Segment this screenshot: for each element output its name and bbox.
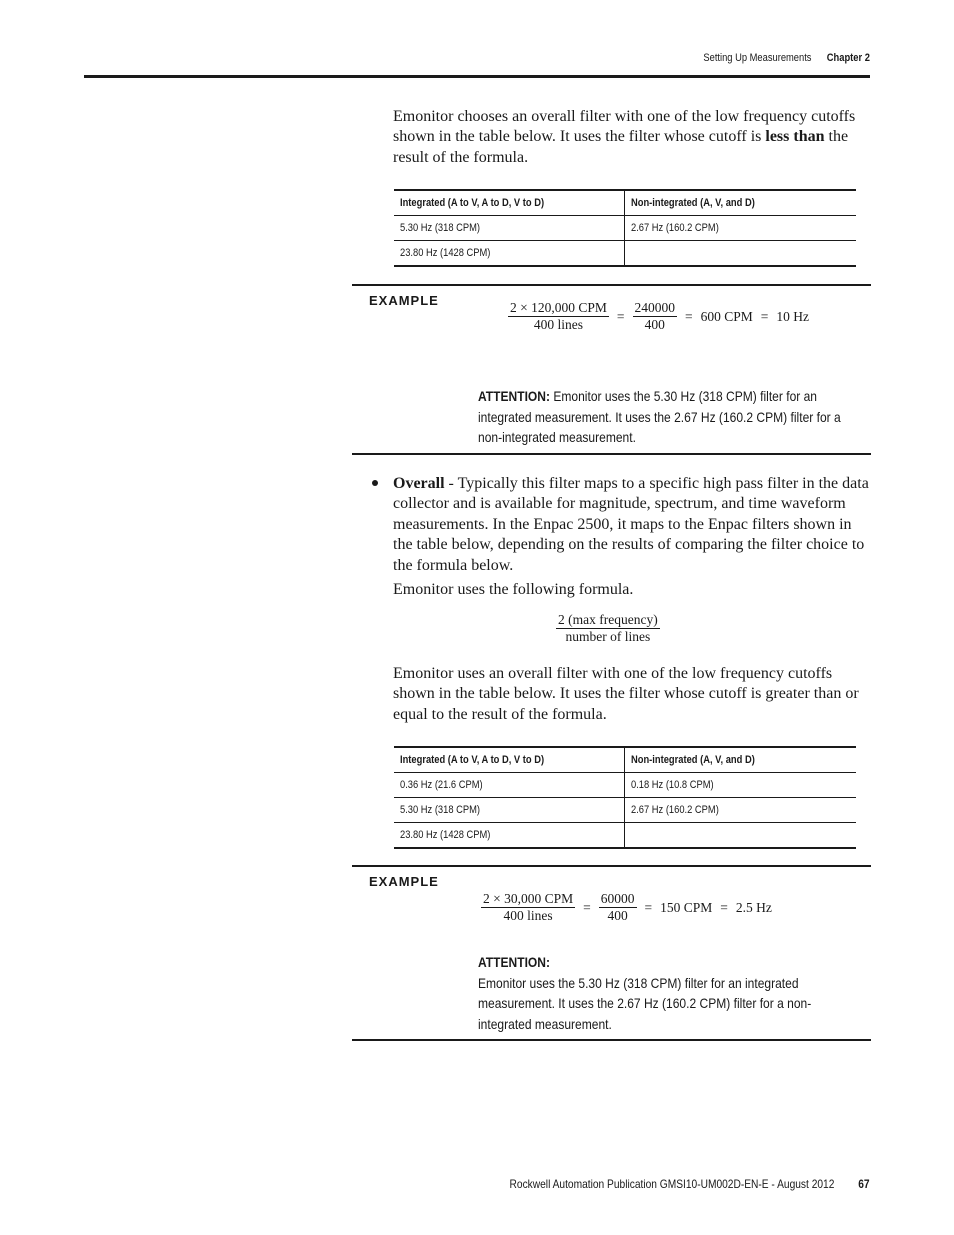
attention-label: ATTENTION: (478, 954, 551, 970)
fraction: $\frac{60000}{400}$ (600, 891, 635, 923)
example-1-attention: ATTENTION: Emonitor uses the 5.30 Hz (318 CPM) filter for an integrated measurement. It uses the 2.67 Hz (160.2 CPM) filter for a non-integrated measurement. (478, 388, 841, 445)
example-2-top-rule (352, 865, 871, 867)
table-cell: 2.67 Hz (160.2 CPM) (625, 216, 857, 241)
example-1-label: EXAMPLE (369, 293, 439, 308)
formula (556, 612, 660, 645)
filter-table-1 (394, 189, 856, 267)
table-header-row (394, 190, 856, 216)
table-cell (625, 823, 857, 849)
table-cell: 23.80 Hz (1428 CPM) (394, 241, 625, 267)
table-header-cell: Integrated (A to V, A to D, V to D) (394, 747, 625, 773)
filter-table-2 (394, 746, 856, 849)
bold-overall: Overall (393, 475, 445, 492)
example-2-label: EXAMPLE (369, 874, 439, 889)
table-cell: 5.30 Hz (318 CPM) (394, 798, 625, 823)
header-section: Setting Up Measurements (703, 52, 812, 64)
fraction: $\frac{240000}{400}$ (634, 300, 676, 332)
table-cell (625, 241, 857, 267)
example-1-bottom-rule (352, 453, 871, 455)
header-chapter: Chapter 2 (826, 52, 870, 64)
bullet-overall: Overall - Typically this filter maps to a specific high pass filter in the data collector and is available for magnitude, spectrum, and time waveform measurements. In the Enpac 2500, it maps to the Enpac filters shown in the table below, depending on the results of comparing the filter choice to the formula below. (393, 475, 869, 574)
footer-publication: Rockwell Automation Publication GMSI10-UM002D-EN-E - August 2012 (509, 1177, 835, 1191)
table-cell: 5.30 Hz (318 CPM) (394, 216, 625, 241)
attention-label: ATTENTION: (478, 388, 551, 404)
page-number: 67 (858, 1177, 870, 1191)
fraction: $\frac{\text{2 (max frequency)}}{\text{number of lines}}$ (558, 612, 658, 644)
fraction: $\frac{\text{2 × 120,000 CPM}}{\text{400 lines}}$ (510, 300, 607, 332)
table-row (394, 773, 856, 798)
example-2-equation: $\frac{\text{2 × 30,000 CPM}}{\text{400 lines}}$ = $\frac{60000}{400}$ = 150 CPM = 2.5 Hz (483, 891, 772, 923)
table-row (394, 216, 856, 241)
table-cell: 0.18 Hz (10.8 CPM) (625, 773, 857, 798)
example-2-bottom-rule (352, 1039, 871, 1041)
example-2-attention: ATTENTION: Emonitor uses the 5.30 Hz (318 CPM) filter for an integrated measurement. It uses the 2.67 Hz (160.2 CPM) filter for a non-integrated measurement. (478, 954, 812, 1032)
header-rule (84, 75, 870, 78)
intro-paragraph: Emonitor chooses an overall filter with one of the low frequency cutoffs shown in the table below. It uses the filter whose cutoff is less than the result of the formula. (393, 108, 856, 166)
fraction: $\frac{\text{2 × 30,000 CPM}}{\text{400 lines}}$ (483, 891, 574, 923)
table-cell: 2.67 Hz (160.2 CPM) (625, 798, 857, 823)
table-header-cell: Non-integrated (A, V, and D) (625, 747, 857, 773)
page-footer (510, 1177, 870, 1191)
bold-less-than: less than (765, 128, 825, 146)
table-header-row (394, 747, 856, 773)
formula-intro: Emonitor uses the following formula. (393, 581, 634, 598)
page-header (703, 52, 870, 64)
table-header-cell: Integrated (A to V, A to D, V to D) (394, 190, 625, 216)
table-header-cell: Non-integrated (A, V, and D) (625, 190, 857, 216)
table-row (394, 823, 856, 849)
example-1-top-rule (352, 284, 871, 286)
table-cell: 0.36 Hz (21.6 CPM) (394, 773, 625, 798)
example-1-equation: $\frac{\text{2 × 120,000 CPM}}{\text{400 lines}}$ = $\frac{240000}{400}$ = 600 CPM = 10 Hz (510, 300, 810, 332)
bullet-dot (372, 480, 378, 486)
second-paragraph: Emonitor uses an overall filter with one of the low frequency cutoffs shown in the table below. It uses the filter whose cutoff is greater than or equal to the result of the formula. (393, 665, 859, 723)
table-row (394, 798, 856, 823)
table-row (394, 241, 856, 267)
table-cell: 23.80 Hz (1428 CPM) (394, 823, 625, 849)
